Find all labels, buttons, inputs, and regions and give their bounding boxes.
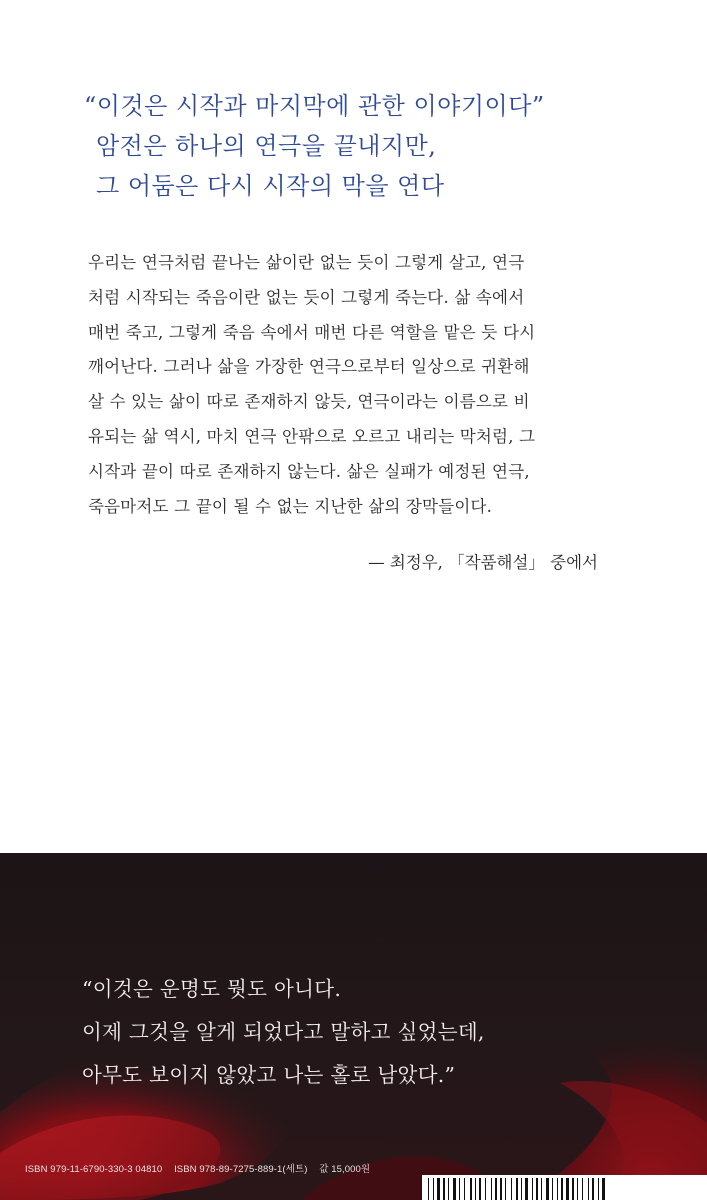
blurb-quote xyxy=(84,86,644,206)
barcode-bar xyxy=(588,1178,589,1200)
barcode xyxy=(422,1175,707,1200)
barcode-bar xyxy=(541,1178,542,1200)
barcode-bar xyxy=(485,1178,486,1200)
barcode-bar xyxy=(437,1178,440,1200)
barcode-bar xyxy=(479,1178,481,1200)
closing-quote-line-2: 이제 그것을 알게 되었다고 말하고 싶었는데, xyxy=(82,1020,485,1044)
closing-quote-line-1: “이것은 운명도 뭣도 아니다. xyxy=(82,977,342,1001)
excerpt-attribution: — 최정우, 「작품해설」 중에서 xyxy=(368,553,598,572)
barcode-bar xyxy=(582,1178,583,1200)
barcode-bar xyxy=(552,1178,553,1200)
excerpt-paragraph xyxy=(88,246,598,524)
barcode-bar xyxy=(448,1178,449,1200)
blurb-quote-line-2: 암전은 하나의 연극을 끝내지만, xyxy=(96,132,437,160)
barcode-bar xyxy=(428,1178,429,1200)
barcode-bar xyxy=(592,1178,594,1200)
barcode-bar xyxy=(546,1178,549,1200)
barcode-bar xyxy=(516,1178,518,1200)
barcode-bar xyxy=(511,1178,512,1200)
barcode-bars xyxy=(428,1178,701,1200)
isbn-set: ISBN 978-89-7275-889-1(세트) xyxy=(174,1164,308,1175)
barcode-bar xyxy=(525,1178,528,1200)
excerpt-line: 처럼 시작되는 죽음이란 없는 듯이 그렇게 죽는다. 삶 속에서 xyxy=(88,287,525,307)
barcode-bar xyxy=(475,1178,476,1200)
excerpt-line: 살 수 있는 삶이 따로 존재하지 않듯, 연극이라는 이름으로 비 xyxy=(88,392,530,412)
barcode-bar xyxy=(500,1178,502,1200)
excerpt-line: 우리는 연극처럼 끝나는 삶이란 없는 듯이 그렇게 살고, 연극 xyxy=(88,253,525,272)
back-cover-dark-panel xyxy=(0,853,707,1200)
barcode-bar xyxy=(470,1178,472,1200)
isbn-individual: ISBN 979-11-6790-330-3 04810 xyxy=(25,1164,163,1175)
closing-quote xyxy=(82,968,642,1097)
blurb-quote-line-1: “이것은 시작과 마지막에 관한 이야기이다” xyxy=(84,92,545,120)
barcode-bar xyxy=(572,1178,574,1200)
barcode-bar xyxy=(561,1178,563,1200)
price-label: 값 15,000원 xyxy=(319,1164,371,1175)
excerpt-line: 시작과 끝이 따로 존재하지 않는다. 삶은 실패가 예정된 연극, xyxy=(88,461,530,481)
excerpt-line: 매번 죽고, 그렇게 죽음 속에서 매번 다른 역할을 맡은 듯 다시 xyxy=(88,322,536,342)
blurb-quote-line-3: 그 어둠은 다시 시작의 막을 연다 xyxy=(96,172,445,200)
excerpt-line: 죽음마저도 그 끝이 될 수 없는 지난한 삶의 장막들이다. xyxy=(88,496,493,516)
barcode-bar xyxy=(532,1178,533,1200)
barcode-bar xyxy=(459,1178,460,1200)
barcode-bar xyxy=(602,1178,605,1200)
barcode-bar xyxy=(598,1178,599,1200)
barcode-bar xyxy=(521,1178,522,1200)
excerpt-line: 유되는 삶 역시, 마치 연극 안팎으로 오르고 내리는 막처럼, 그 xyxy=(88,426,536,446)
barcode-bar xyxy=(491,1178,492,1200)
barcode-bar xyxy=(453,1178,456,1200)
barcode-bar xyxy=(505,1178,506,1200)
excerpt-line: 깨어난다. 그러나 삶을 가장한 연극으로부터 일상으로 귀환해 xyxy=(88,357,530,377)
barcode-bar xyxy=(566,1178,569,1200)
barcode-bar xyxy=(557,1178,558,1200)
barcode-bar xyxy=(464,1178,465,1200)
barcode-bar xyxy=(495,1178,497,1200)
barcode-bar xyxy=(443,1178,445,1200)
closing-quote-line-3: 아무도 보이지 않았고 나는 홀로 남았다.” xyxy=(82,1063,456,1087)
colophon-strip xyxy=(25,1161,379,1175)
barcode-bar xyxy=(536,1178,538,1200)
barcode-bar xyxy=(577,1178,578,1200)
barcode-bar xyxy=(433,1178,434,1200)
